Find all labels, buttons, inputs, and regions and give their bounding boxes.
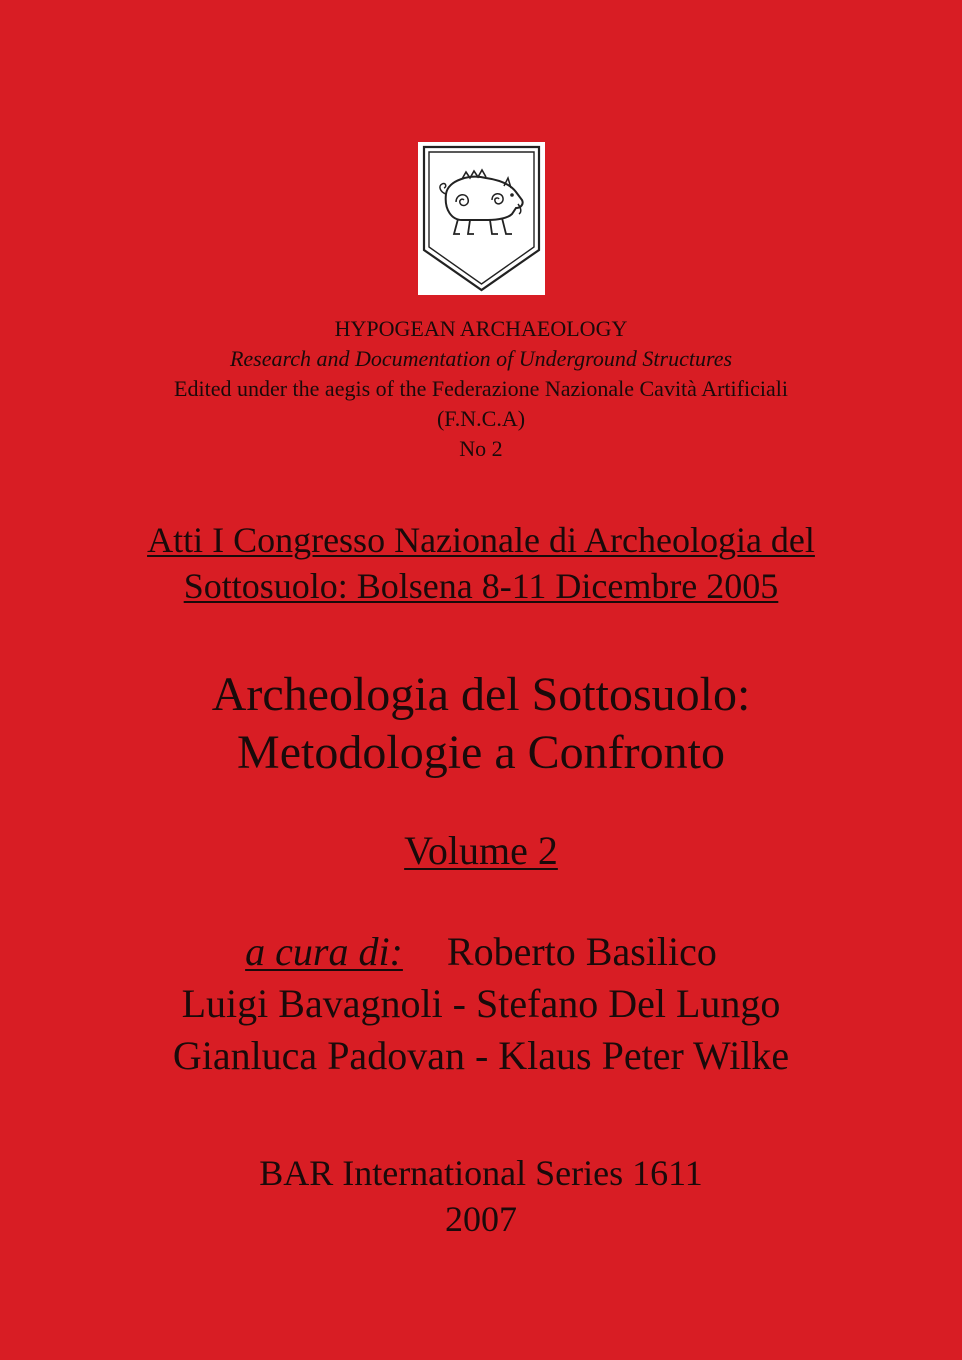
series-abbreviation: (F.N.C.A) <box>436 406 526 431</box>
series-aegis: Edited under the aegis of the Federazione Nazionale Cavità Artificiali <box>174 376 788 401</box>
boar-shield-icon <box>418 142 545 295</box>
series-number: No 2 <box>459 436 503 461</box>
congress-line-2: Sottosuolo: Bolsena 8-11 Dicembre 2005 <box>183 566 779 606</box>
editor-line-1: Roberto Basilico <box>446 929 717 974</box>
title-line-2: Metodologie a Confronto <box>237 726 725 779</box>
editor-line-3: Gianluca Padovan - Klaus Peter Wilke <box>172 1033 790 1078</box>
congress-line-1: Atti I Congresso Nazionale di Archeologia del <box>147 520 815 560</box>
series-name: HYPOGEAN ARCHAEOLOGY <box>334 316 628 341</box>
editor-line-2: Luigi Bavagnoli - Stefano Del Lungo <box>181 981 781 1026</box>
title-line-1: Archeologia del Sottosuolo: <box>211 668 751 721</box>
publisher-series: BAR International Series 1611 <box>259 1153 703 1193</box>
editors-label: a cura di: <box>245 929 403 974</box>
congress-title <box>0 517 962 609</box>
series-info <box>0 314 962 464</box>
editors-block <box>0 926 962 1082</box>
publication-year: 2007 <box>445 1199 517 1239</box>
series-subtitle: Research and Documentation of Underground Structures <box>229 346 733 371</box>
volume-label <box>0 826 962 876</box>
publisher-block <box>0 1150 962 1242</box>
book-title <box>0 666 962 782</box>
volume-text: Volume 2 <box>404 828 558 873</box>
